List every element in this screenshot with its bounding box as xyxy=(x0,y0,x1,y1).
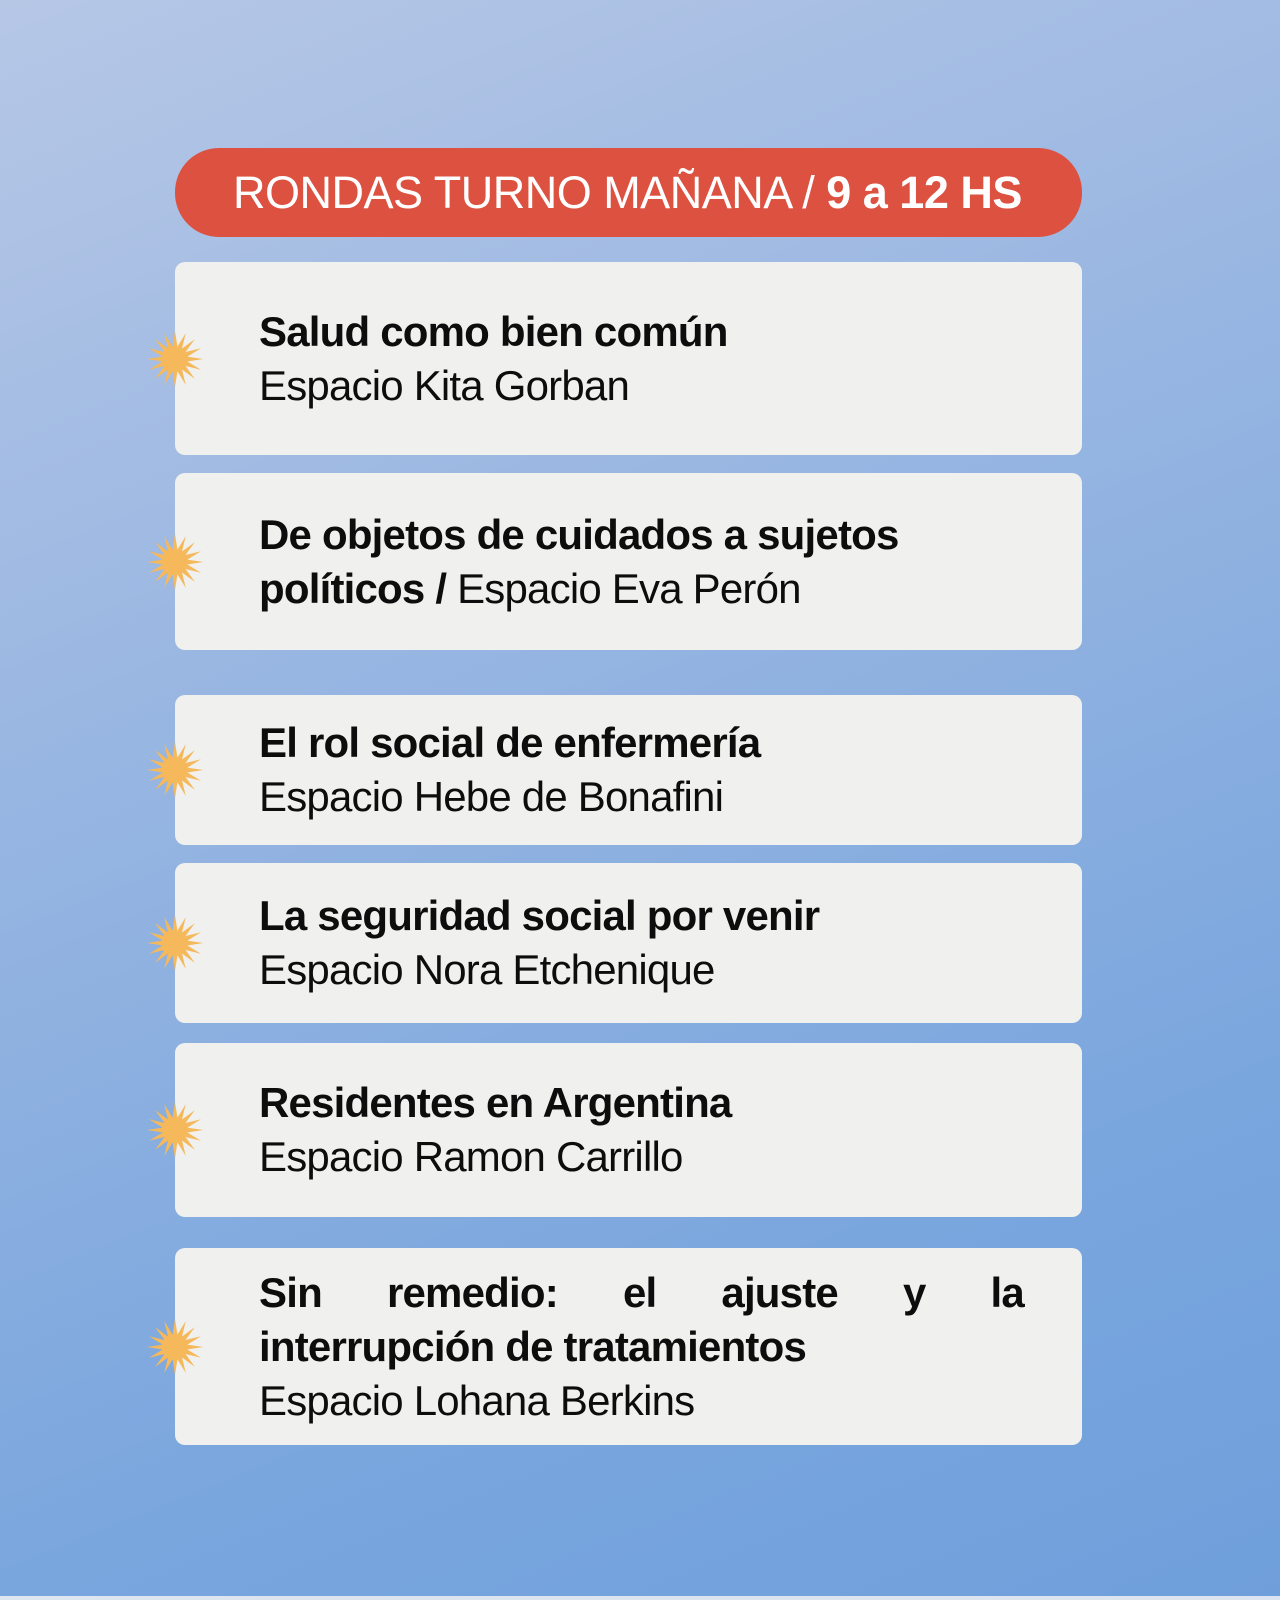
session-line xyxy=(259,1320,1024,1374)
session-title-segment: políticos / xyxy=(259,564,447,612)
session-title-segment: De objetos de cuidados a sujetos xyxy=(259,510,899,558)
session-title-segment: interrupción de tratamientos xyxy=(259,1322,807,1370)
schedule-header-title: RONDAS TURNO MAÑANA / xyxy=(233,166,827,218)
session-title-segment: Salud como bien común xyxy=(259,307,728,355)
session-space-segment: Espacio Eva Perón xyxy=(446,564,801,612)
sun-burst-icon xyxy=(145,532,205,592)
session-text xyxy=(175,1076,1082,1184)
sun-burst-icon xyxy=(145,1317,205,1377)
schedule-header-time: 9 a 12 HS xyxy=(826,166,1022,218)
session-line xyxy=(259,508,1024,562)
next-section-peek xyxy=(0,1596,1280,1600)
session-card-la-seguridad-social-por-venir xyxy=(175,863,1082,1023)
session-text xyxy=(175,305,1082,413)
session-line xyxy=(259,359,1024,413)
sun-burst-icon xyxy=(145,913,205,973)
session-space-segment: Espacio Nora Etchenique xyxy=(259,946,715,993)
session-title-segment: La seguridad social por venir xyxy=(259,892,820,939)
session-space-segment: Espacio Lohana Berkins xyxy=(259,1376,695,1424)
session-text xyxy=(175,716,1082,824)
sun-burst-icon xyxy=(145,740,205,800)
session-space-segment: Espacio Kita Gorban xyxy=(259,361,630,409)
session-line xyxy=(259,716,1024,770)
session-space-segment: Espacio Ramon Carrillo xyxy=(259,1133,683,1180)
session-title-segment: Sin remedio: el ajuste y la xyxy=(259,1268,1024,1316)
session-line xyxy=(259,770,1024,824)
session-text xyxy=(175,1266,1082,1428)
sun-burst-icon xyxy=(145,1100,205,1160)
session-card-residentes-en-argentina xyxy=(175,1043,1082,1217)
sun-burst-icon xyxy=(145,329,205,389)
session-text xyxy=(175,508,1082,616)
session-line xyxy=(259,1130,1024,1184)
session-line xyxy=(259,1374,1024,1428)
session-card-de-objetos-a-sujetos-politicos xyxy=(175,473,1082,650)
session-space-segment: Espacio Hebe de Bonafini xyxy=(259,773,724,820)
schedule-header-pill xyxy=(175,148,1082,237)
session-title-segment: Residentes en Argentina xyxy=(259,1079,732,1126)
session-line xyxy=(259,889,1024,943)
session-title-segment: El rol social de enfermería xyxy=(259,719,761,766)
session-line xyxy=(259,1266,1024,1320)
session-text xyxy=(175,889,1082,997)
session-line xyxy=(259,562,1024,616)
session-card-salud-como-bien-comun xyxy=(175,262,1082,455)
session-line xyxy=(259,1076,1024,1130)
session-card-el-rol-social-de-enfermeria xyxy=(175,695,1082,845)
session-line xyxy=(259,305,1024,359)
session-line xyxy=(259,943,1024,997)
session-card-sin-remedio-ajuste-tratamientos xyxy=(175,1248,1082,1445)
